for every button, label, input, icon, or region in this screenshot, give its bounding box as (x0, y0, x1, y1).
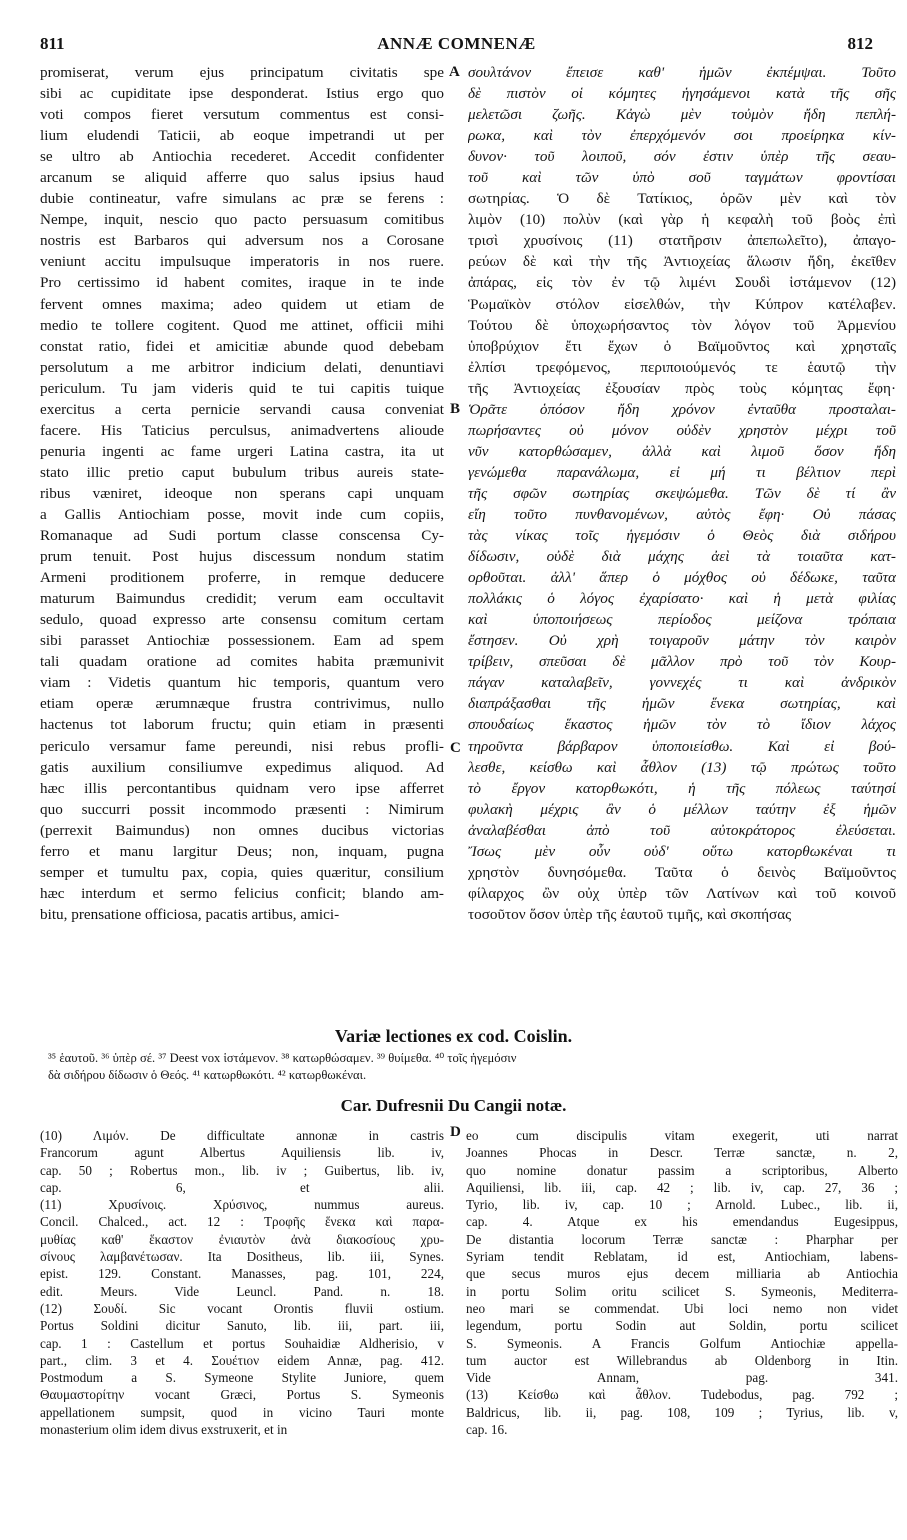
greek-text-line: τηροῦντα βάρβαρον ὑποποιείσθω. Καὶ εἰ βού- (468, 737, 896, 755)
variae-lectiones (48, 1050, 898, 1084)
note-line: Postmodum a S. Symeone Stylite Juniore, quem (40, 1370, 444, 1386)
latin-text-line: maturum Baimundus credidit; verum eam occultavit (40, 590, 444, 608)
latin-text-line: Nempe, inquit, nescio quo pacto persuasum comitibus (40, 211, 444, 229)
latin-text-line: veniunt accitu impulsuque imperatoris in nos ruere. (40, 253, 444, 271)
note-line: Θαυμαστορίτην vocant Græci, Portus S. Symeonis (40, 1387, 444, 1403)
greek-text-line: σουλτάνον ἔπεισε καθ' ἡμῶν ἐκπέμψαι. Τοῦτο (468, 64, 896, 81)
page-number-left: 811 (40, 34, 65, 53)
note-line: Aquiliensi, lib. iii, cap. 42 ; lib. iv, cap. 27, 36 ; (466, 1179, 898, 1195)
greek-text-line: Ἴσως μὲν οὖν οὐδ' οὕτω κατορθωκέναι τι (468, 842, 896, 860)
margin-letter-a: A (449, 64, 460, 80)
greek-text-line: εἴη τοῦτο πυνθανομένων, αὐτὸς ἔφη· Οὐ πάσας (468, 505, 896, 523)
variant-reading-line: δὰ σιδήρου δίδωσιν ὁ Θεός. ⁴¹ κατωρθωκότι. ⁴² κατωρθωκέναι. (48, 1068, 367, 1082)
latin-text-line: hæc illis percontantibus quidnam vero ipse afferret (40, 779, 444, 797)
note-line: Francorum agunt Albertus Aquiliensis lib. iv, (40, 1145, 444, 1161)
latin-text-line: lium eludendi Taticii, ab eoque impetrandi ut per (40, 127, 444, 145)
greek-text-line: ἀπάρας, εἰς τὸν ἐν τῷ λιμένι Σουδὶ ἱστάμενον (12) (468, 274, 896, 292)
greek-text-line: τοῦ καὶ τῶν ὑπὸ σοῦ ταγμάτων φροντίσαι (468, 169, 896, 187)
note-line: Vide Annam, pag. 341. (466, 1370, 898, 1386)
note-line: que secus muros ejus decem milliaria ab Antiochia (466, 1266, 898, 1282)
note-line: Joannes Phocas in Descr. Terræ sanctæ, n. 2, (466, 1145, 898, 1161)
greek-text-line: δυνον· τοῦ λοιποῦ, σόν ἐστιν ὑπὲρ τῆς σεαυ- (468, 148, 896, 166)
greek-text-line: χρηστὸν δυνησόμεθα. Ταῦτα ὁ δεινὸς Βαϊμοῦντος (468, 863, 896, 881)
greek-text-line: τῆς σφῶν σωτηρίας σκεψώμεθα. Τῶν δὲ τί ἂν (468, 484, 896, 502)
latin-text-line: viam : Videtis quantum hic temporis, quantum vero (40, 674, 444, 692)
greek-text-line: πολλάκις ὁ λόγος ἐχαρίσατο· καὶ ἡ μετὰ φιλίας (468, 590, 896, 608)
variant-reading-line: ³⁵ ἑαυτοῦ. ³⁶ ὑπὲρ σέ. ³⁷ Deest vox ἱστάμενον. ³⁸ κατωρθώσαμεν. ³⁹ θυίμεθα. ⁴⁰ τοῖς ἡγεμόσιν (48, 1051, 517, 1065)
greek-text-line: δίδωσιν, οὐδὲ διὰ μάχης ἀεὶ τὰ τοιαῦτα κατ- (468, 548, 896, 566)
greek-text-line: πάγαν καταλαβεῖν, γοννεχές τι καὶ ἀνδρικὸν (468, 674, 896, 692)
note-line: part., clim. 3 et 4. Σουέτιον eidem Annæ, pag. 412. (40, 1352, 444, 1368)
note-line: legendum, portu Sodin aut Soldin, portu scilicet (466, 1318, 898, 1334)
greek-text-line: ἔστησεν. Οὐ χρὴ τοιγαροῦν μάτην τὸν καιρὸν (468, 632, 896, 650)
latin-text-line: hactenus tot laborum fructu; quin etiam in præsenti (40, 716, 444, 734)
latin-text-line: sedulo, quoad expresso arte consensu comitum certam (40, 611, 444, 629)
note-line: μυθίας καθ' ἕκαστον ἐνιαυτὸν ἀνὰ διακοσίους χρυ- (40, 1231, 444, 1247)
note-line: appellationem sumpsit, quod in vicino Tauri monte (40, 1404, 444, 1420)
greek-text-line: δὲ πιστὸν οἱ κόμητες ἡγησάμενοι κατὰ τῆς σῆς (468, 85, 896, 103)
greek-text-line: ὑποβρύχιον ἔτι ἔχων ὁ Βαϊμοῦντος καὶ χρησταῖς (468, 337, 896, 355)
latin-text-line: dubie contineatur, vafre simulans ac præ se ferens : (40, 190, 444, 208)
running-title: ANNÆ COMNENÆ (377, 34, 536, 53)
latin-text-line: ribus væniret, ideoque non sperans capi unquam (40, 484, 444, 502)
greek-text-line: ρεύων δὲ καὶ τὴν τῆς Ἀντιοχείας ἅλωσιν ἤδη, ἐκεῖθεν (468, 253, 896, 271)
greek-text-line: ρωκα, καὶ τὸν ἐπερχόμενόν σοι προείρηκα κίν- (468, 127, 896, 145)
latin-text-line: quo succurri possit incommodo præsenti : Nimirum (40, 800, 444, 818)
latin-text-line: semper et tumultu pax, copia, quies quæritur, consilium (40, 863, 444, 881)
latin-text-line: stato illic pretio caput bubulum tribus aureis state- (40, 463, 444, 481)
greek-text-line: πωρήσαντες οὐ μόνον οὐδὲν χρηστὸν μέχρι τοῦ (468, 421, 896, 439)
note-line: in portu Solim oritu scilicet S. Symeonis, Mediterra- (466, 1283, 898, 1299)
latin-text-line: (perrexit Baimundus) non omnes ducibus victorias (40, 821, 444, 839)
variae-heading: Variæ lectiones ex cod. Coislin. (334, 1026, 573, 1046)
note-line: tum auctor est Willebrandus ab Oldenborg in Itin. (466, 1352, 898, 1368)
greek-text-line: φυλακὴ μέχρις ἂν ὁ μέλλων ταύτην ἐξ ἡμῶν (468, 800, 896, 818)
note-line: Syriam tendit Reblatam, id est, Antiochiam, labens- (466, 1249, 898, 1265)
latin-text-column (40, 62, 444, 925)
notes-column-right (466, 1127, 898, 1438)
note-line: (10) Λιμόν. De difficultate annonæ in castris (40, 1128, 444, 1143)
latin-text-line: ferro et manu largitur Deus; non, inquam, pugna (40, 842, 444, 860)
latin-text-line: gatis auxilium consiliumve expedimus aliquod. Ad (40, 758, 444, 776)
greek-text-line: Ῥωμαϊκὸν στόλον εἰσελθών, τὴν Κύπρον κατέλαβεν. (468, 295, 896, 313)
latin-text-line: nostris est Barbaros qui adversum nos a Corosane (40, 232, 444, 250)
margin-letter-c: C (450, 740, 461, 756)
note-line: σίνους λαμβανέτωσαν. Ita Dositheus, lib. iii, Synes. (40, 1249, 444, 1265)
latin-text-line: facere. His Taticius perculsus, animadvertens alioude (40, 421, 444, 439)
latin-text-line: a Gallis Antiochiam posse, movit inde cum copiis, (40, 505, 444, 523)
greek-text-line: μελετῶσι ζωῆς. Κἀγὼ μὲν τοὐμὸν ἤδη πεπλή- (468, 106, 896, 124)
greek-text-line: λιμὸν (10) πολὺν (καὶ γὰρ ἡ κεφαλὴ τοῦ βοὸς ἐπὶ (468, 211, 896, 229)
note-line: (13) Κείσθω καὶ ἆθλον. Tudebodus, pag. 792 ; (466, 1387, 898, 1403)
latin-text-line: Armeni proditionem proferre, in remque deducere (40, 569, 444, 587)
greek-text-line: γενώμεθα παρανάλωμα, εἰ μή τι βέλτιον περὶ (468, 463, 896, 481)
notes-heading: Car. Dufresnii Du Cangii notæ. (340, 1096, 567, 1115)
greek-text-line: καὶ ὑποποιήσεως περίοδος μείζονα τρόπαια (468, 611, 896, 629)
latin-text-line: bitu, prensatione officiosa, pacatis artibus, amici- (40, 905, 340, 923)
latin-text-line: voti compos fieret versutum commentus est consi- (40, 106, 444, 124)
latin-text-line: hæc interdum et sermo felicius conficit; blando am- (40, 884, 444, 902)
latin-text-line: sibi parasset Antiochiæ possessionem. Eam ad spem (40, 632, 444, 650)
latin-text-line: promiserat, verum ejus principatum civitatis spe (40, 64, 444, 81)
note-line: Tyrio, lib. iv, cap. 10 ; Arnold. Lubec., lib. ii, (466, 1197, 898, 1213)
note-line: neo mari se commendat. Ubi loci nemo non videt (466, 1300, 898, 1316)
note-line: edit. Meurs. Vide Leuncl. Pand. n. 18. (40, 1283, 444, 1299)
greek-text-line: τῆς Ἀντιοχείας ἐξουσίαν πρὸς τοὺς κόμητας ἔφη· (468, 379, 896, 397)
latin-text-line: exercitus a certa pernicie servandi causa conveniat (40, 400, 444, 418)
greek-text-line: λεσθε, κείσθω καὶ ἆθλον (13) τῷ πρώτως τοῦτο (468, 758, 896, 776)
greek-text-line: ορθοῦται. ἀλλ' ἅπερ ὁ μόχθος οὐ δέδωκε, ταῦτα (468, 569, 896, 587)
note-line: Baldricus, lib. ii, pag. 108, 109 ; Tyrius, lib. v, (466, 1404, 898, 1420)
note-line: cap. 50 ; Robertus mon., lib. iv ; Guibertus, lib. iv, (40, 1162, 444, 1178)
greek-text-line: τρισὶ χρυσίνοις (11) στατῆρσιν ἀπεπωλεῖτο), ἀπαγο- (468, 232, 896, 250)
greek-text-line: ἀναλαβέσθαι ἀπὸ τοῦ αὐτοκράτορος ἐλεύσεται. (468, 821, 896, 839)
greek-text-line: τὰς νίκας τοῖς ἡγεμόσιν ὁ Θεὸς διὰ σιδήρου (468, 527, 896, 545)
latin-text-line: periculo versamur fame pereundi, nisi rebus profli- (40, 737, 444, 755)
greek-text-line: φίλαρχος ὢν οὐχ ὑπὲρ τῶν Λατίνων καὶ τοῦ κοινοῦ (468, 884, 896, 902)
note-line: eo cum discipulis vitam exegerit, uti narrat (466, 1128, 898, 1143)
greek-text-line: διαπράξασθαι τῆς ἡμῶν ἕνεκα σωτηρίας, καὶ (468, 695, 896, 713)
latin-text-line: medio te tollere cogitent. Quod me attinet, officii mihi (40, 316, 444, 334)
greek-text-line: τοσοῦτον ὅσον ὑπὲρ τῆς ἑαυτοῦ τιμῆς, καὶ σκοπήσας (468, 905, 792, 923)
note-line: monasterium olim idem divus exstruxerit, et in (40, 1422, 288, 1438)
running-header (40, 34, 873, 60)
latin-text-line: Romanaque ad Sudi portum classe conscensa Cy- (40, 527, 444, 545)
latin-text-line: periculum. Tu jam videris quid te tui capitis tuique (40, 379, 444, 397)
note-line: (11) Χρυσίνοις. Χρύσινος, nummus aureus. (40, 1197, 444, 1213)
note-line: quo nomine donatur passim a scriptoribus, Alberto (466, 1162, 898, 1178)
greek-text-line: σωτηρίας. Ὁ δὲ Τατίκιος, ὁρῶν μὲν καὶ τὸν (468, 190, 896, 208)
latin-text-line: penuria ingenti ac fame urgeri Latina castra, ita ut (40, 442, 444, 460)
latin-text-line: Pro certissimo id habent comites, iraque in te inde (40, 274, 444, 292)
note-line: cap. 6, et alii. (40, 1179, 444, 1195)
note-line: cap. 4. Atque ex his emendandus Eugesippus, (466, 1214, 898, 1230)
latin-text-line: arcanum se aliquid afferre quo salus ipsius haud (40, 169, 444, 187)
latin-text-line: tali quadam oratione ad comites habita præmunivit (40, 653, 444, 671)
greek-text-line: ἐλπίσι τρεφόμενος, περιποιούμενός τε ἑαυτῷ τὴν (468, 358, 896, 376)
latin-text-line: persolutum a me arbitror indicium delati, denuntiavi (40, 358, 444, 376)
note-line: epist. 129. Constant. Manasses, pag. 101, 224, (40, 1266, 444, 1282)
latin-text-line: se ultro ab Antiochia recederet. Accedit confidenter (40, 148, 444, 166)
latin-text-line: etiam operæ ærumnæque frustra contrivimus, nullo (40, 695, 444, 713)
note-line: cap. 16. (466, 1422, 508, 1438)
note-line: Portus Soldini dicitur Sanuto, lib. iii, part. iii, (40, 1318, 444, 1334)
latin-text-line: sibi ac cupiditate ipse desponderat. Istius ergo quo (40, 85, 444, 103)
greek-text-line: νῦν κατορθώσαμεν, ἀλλὰ καὶ λιμοῦ ὅσον ἤδη (468, 442, 896, 460)
note-line: S. Symeonis. A Francis Golfum Antiochiæ appella- (466, 1335, 898, 1351)
note-line: cap. 1 : Castellum et portus Souhaidiæ Aldherisio, v (40, 1335, 444, 1351)
greek-text-line: σπουδαίως ἕκαστος ἡμῶν τὸν τὸ ἴδιον λάχος (468, 716, 896, 734)
latin-text-line: constat ratio, fidei et amicitiæ abunde quod debebam (40, 337, 444, 355)
greek-text-line: Ὁρᾶτε ὁπόσον ἤδη χρόνον ἐνταῦθα προσταλαι- (468, 400, 896, 418)
note-line: (12) Σουδί. Sic vocant Orontis fluvii ostium. (40, 1300, 444, 1316)
greek-text-line: τὸ ἔργον κατορθωκότι, ἡ τῆς πόλεως ταύτησί (468, 779, 896, 797)
note-line: Concil. Chalced., act. 12 : Τροφῆς ἕνεκα καὶ παρα- (40, 1214, 444, 1230)
page-number-right: 812 (847, 34, 873, 53)
greek-text-line: Τούτου δὲ ὑποχωρήσαντος τὸν λόγον τοῦ Ἀρμενίου (468, 316, 896, 334)
margin-letter-d: D (450, 1124, 461, 1140)
note-line: De distantia locorum Terræ sanctæ : Pharphar per (466, 1231, 898, 1247)
greek-text-column (468, 62, 896, 925)
latin-text-line: prum tenuit. Post hujus discessum nondum statim (40, 548, 444, 566)
margin-letter-b: B (450, 401, 461, 417)
latin-text-line: fervent omnes maxima; adeo quidem ut etiam de (40, 295, 444, 313)
greek-text-line: τρίβειν, σπεῦσαι δὲ μᾶλλον πρὸ τοῦ τὸν Κουρ- (468, 653, 896, 671)
notes-column-left (40, 1127, 444, 1438)
